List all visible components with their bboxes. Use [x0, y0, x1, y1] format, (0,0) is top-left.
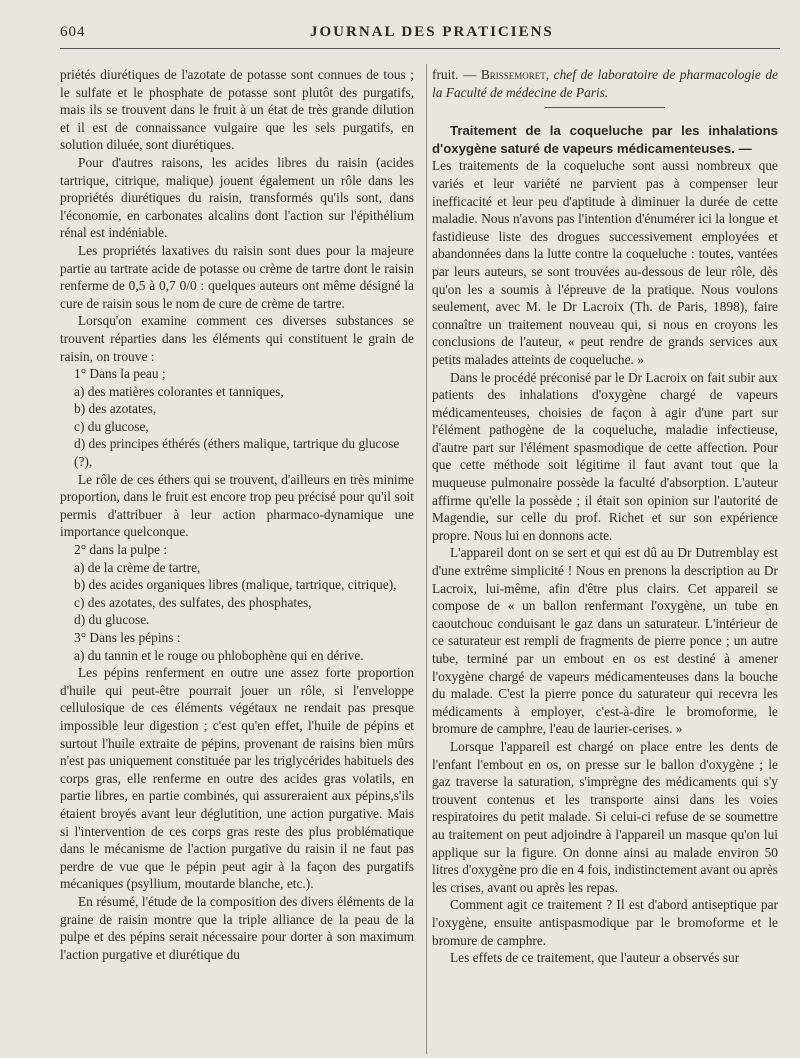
- page-number: 604: [60, 24, 86, 40]
- right-column: [432, 66, 778, 967]
- paragraph: Le rôle de ces éthers qui se trouvent, d'ailleurs en très minime proportion, dans le fruit est encore trop peu précisé pour qu'il soit permis d'attribuer à leur action pharmaco-dynamique une importance quelconque.: [60, 471, 414, 540]
- paragraph: L'appareil dont on se sert et qui est dû au Dr Dutremblay est d'une extrême simplicité ! Nous en prenons la description au Dr Lacroix, lui-même, afin d'être plus clairs. Cet appareil se compose de « un ballon renfermant l'oxygène, un tube en caoutchouc conduisant le gaz dans un saturateur. L'intérieur de ce saturateur est rempli de fragments de pierre ponce ; un autre tube, terminé par un embout en os est destiné à amener l'oxygène chargé de vapeurs médicamenteuses dans la bouche du malade. C'est la pierre ponce du saturateur qui recevra les médicaments à employer, c'est-à-dire le bromoforme, le bromure de camphre, l'eau de laurier-cerises. »: [432, 545, 778, 737]
- paragraph: priétés diurétiques de l'azotate de potasse sont connues de tous ; le sulfate et le phosphate de potasse sont plutôt des purgatifs, mais ils se trouvent dans le fruit à un état de très grande dilution et il est de connaissance vulgaire que les sels purgatifs, en solution diluée, sont diurétiques.: [60, 67, 414, 153]
- list-item: a) du tannin et le rouge ou phlobophène qui en dérive.: [74, 647, 364, 663]
- list-item: a) de la crème de tartre,: [74, 559, 201, 575]
- list-heading: 3° Dans les pépins :: [74, 630, 181, 645]
- paragraph: Comment agit ce traitement ? Il est d'abord antiseptique par l'oxygène, ensuite antispasmodique par le bromoforme et le bromure de camphre.: [432, 897, 778, 948]
- header-rule: [60, 48, 780, 49]
- list-item: c) du glucose,: [74, 418, 149, 434]
- author-role: , chef de laboratoire de pharmacologie de la Faculté de médecine de Paris.: [432, 67, 778, 100]
- list-item: b) des azotates,: [74, 401, 157, 417]
- list-heading: 2° dans la pulpe :: [74, 542, 168, 558]
- list-item: d) du glucose.: [74, 612, 150, 628]
- paragraph: Lorsqu'on examine comment ces diverses substances se trouvent réparties dans les éléments qui constituent le grain de raisin, on trouve :: [60, 313, 414, 364]
- paragraph: Les effets de ce traitement, que l'auteur a observés sur: [450, 950, 740, 966]
- list-item: c) des azotates, des sulfates, des phosphates,: [74, 594, 312, 610]
- paragraph: Pour d'autres raisons, les acides libres du raisin (acides tartrique, citrique, malique) jouent également un rôle dans les propriétés diurétiques du raisin, transformés qu'ils sont, dans l'économie, en carbonates alcalins dont l'action sur l'épithélium rénal est indéniable.: [60, 154, 414, 241]
- sig-text: fruit. —: [432, 67, 481, 82]
- paragraph: Dans le procédé préconisé par le Dr Lacroix on fait subir aux patients des inhalations d'oxygène chargé de vapeurs médicamenteuses, choisies de façon à agir d'une part sur l'élément pathogène de la coqueluche, maladie infectieuse, d'autre part sur l'élément spasmodique de cette affection. Pour que cette méthode soit légitime il faut avant tout que la muqueuse pulmonaire possède la faculté d'absorption. L'auteur affirme qu'elle la possède ; il était son opinion sur l'autorité de Magendie, sur celle du prof. Richet et sur son expérience propre. Nous lui en donnons acte.: [432, 369, 778, 543]
- page-header: [60, 22, 780, 46]
- paragraph: En résumé, l'étude de la composition des divers éléments de la graine de raisin montre que la triple alliance de la peau de la pulpe et des pépins serait nécessaire pour dorter à son maximum l'action purgative et diurétique du: [60, 893, 414, 962]
- article-title: Traitement de la coqueluche par les inhalations d'oxygène saturé de vapeurs médicamenteuses. —: [432, 123, 778, 156]
- paragraph: Les pépins renferment en outre une assez forte proportion d'huile qui peut-être pourrait jouer un rôle, si l'enveloppe cellulosique de ces éléments végétaux ne rendait pas presque impossible leur digestion ; c'est qu'en effet, l'huile de pépins et surtout l'huile extraite de pépins, provenant de raisins bien mûrs n'est pas uniquement constituée par les triglycérides habituels des corps gras, elle renferme en outre des acides gras volatils, en partie libres, en partie combinés, qui assureraient aux pépins,s'ils étaient broyés avant leur déglutition, une action purgative. Mais si l'intervention de ces corps gras reste des plus problématique dans le mécanisme de l'action purgative du raisin il ne faut pas perdre de vue que le pépin peut agir à la façon des purgatifs mécaniques (psyllium, moutarde blanche, etc.).: [60, 665, 414, 892]
- paragraph: Les traitements de la coqueluche sont aussi nombreux que variés et leur variété ne parvient pas à compenser leur inefficacité et leur peu d'aptitude à diminuer la durée de cette maladie. Nous n'avons pas l'intention d'énumérer ici la longue et fastidieuse liste des drogues successivement employées et abandonnées dans la lutte contre la coqueluche : toutes, vantées par leurs auteurs, se sont trouvées au-dessous de leur rôle, dès qu'on les a soumis à l'épreuve de la pratique. Nous voulons seulement, avec M. le Dr Lacroix (Th. de Paris, 1898), faire connaître un traitement nouveau qui, si nous en croyons les conclusions de l'auteur, « peut rendre de grands services aux petits malades atteints de coqueluche. »: [432, 158, 778, 367]
- running-title: JOURNAL DES PRATICIENS: [310, 24, 554, 40]
- author-name: Brissemoret: [480, 67, 546, 82]
- list-heading: 1° Dans la peau ;: [74, 366, 166, 382]
- paragraph: Les propriétés laxatives du raisin sont dues pour la majeure partie au tartrate acide de potasse ou crème de tartre dont le raisin renferme de 0,5 à 0,7 0/0 : quelques auteurs ont même désigné la cure de raisin sous le nom de cure de crème de tartre.: [60, 242, 414, 311]
- list-item: b) des acides organiques libres (malique, tartrique, citrique),: [74, 577, 397, 593]
- column-divider: [426, 64, 427, 1054]
- list-item: d) des principes éthérés (éthers malique, tartrique du glucose (?),: [74, 436, 400, 470]
- list-item: a) des matières colorantes et tanniques,: [74, 383, 284, 399]
- left-column: [60, 66, 414, 963]
- paragraph: Lorsque l'appareil est chargé on place entre les dents de l'enfant l'embout en os, on presse sur le ballon d'oxygène ; le gaz traverse la saturation, s'imprègne des médicaments qui s'y trouvent contenus et les transporte ainsi dans les voies respiratoires du petit malade. Si celui-ci refuse de se soumettre au traitement on peut adjoindre à l'appareil un masque qu'on lui applique sur la figure. On donne ainsi au malade environ 50 litres d'oxygène pro die en 4 fois, indistinctement avant ou après les crises, avant ou après les repas.: [432, 738, 778, 895]
- section-separator: [545, 107, 665, 108]
- signature-paragraph: [432, 66, 778, 101]
